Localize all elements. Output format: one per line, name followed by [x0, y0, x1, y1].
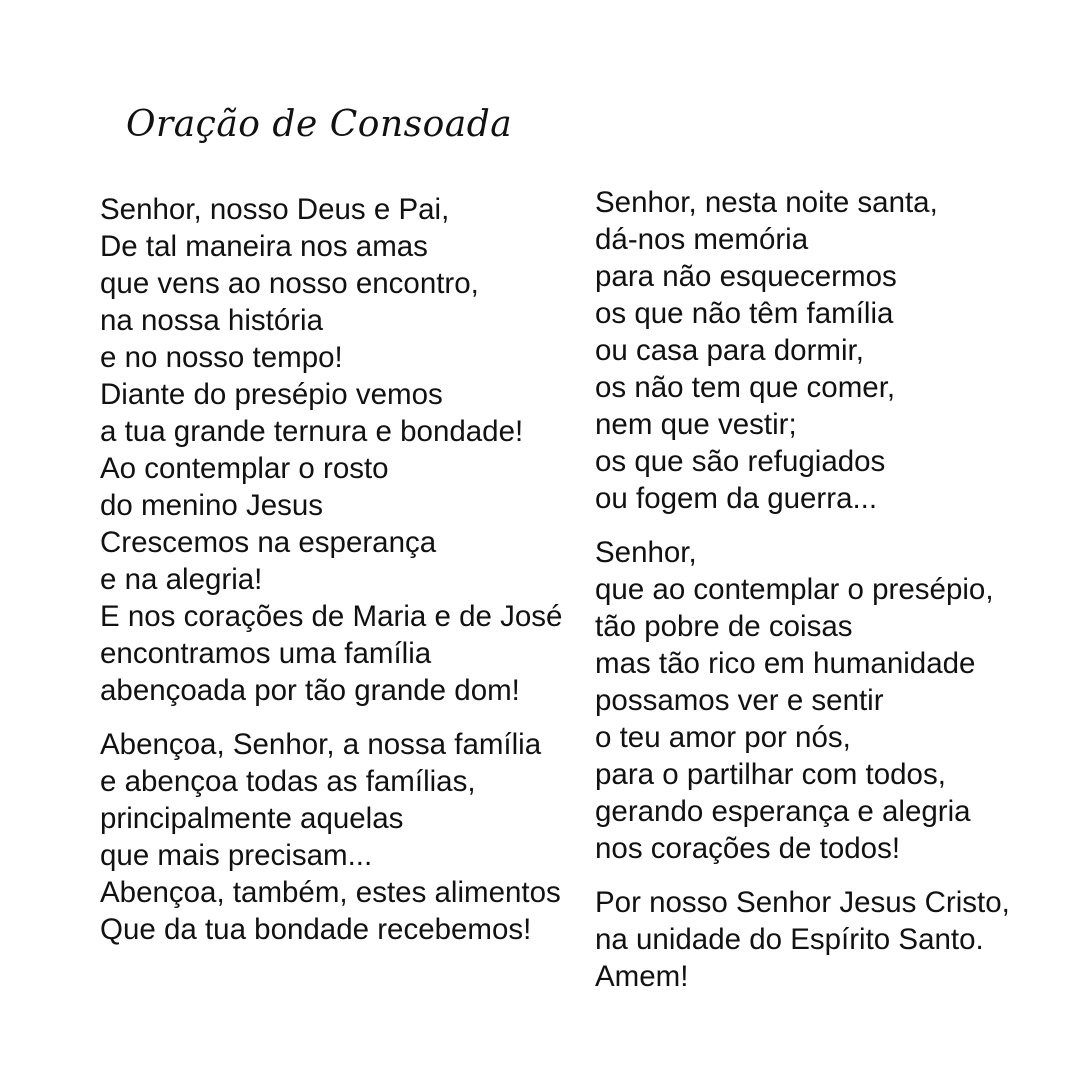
stanza [595, 884, 1010, 995]
text-line: Amem! [595, 960, 689, 993]
text-line: na unidade do Espírito Santo. [595, 923, 984, 956]
text-line: Por nosso Senhor Jesus Cristo, [595, 886, 1010, 919]
text-line: Abençoa, também, estes alimentos [100, 876, 561, 909]
text-line: mas tão rico em humanidade [595, 647, 976, 680]
text-line: Senhor, [595, 536, 697, 569]
page-title: Oração de Consoada [126, 104, 513, 145]
text-line: para não esquecermos [595, 260, 897, 293]
stanza [595, 534, 1010, 867]
text-line: tão pobre de coisas [595, 610, 853, 643]
text-line: Senhor, nosso Deus e Pai, [100, 193, 450, 226]
text-line: que vens ao nosso encontro, [100, 267, 479, 300]
right-text-column [595, 184, 1010, 995]
stanza [595, 184, 1010, 517]
stanza [100, 726, 562, 948]
text-line: do menino Jesus [100, 489, 324, 522]
text-line: que ao contemplar o presépio, [595, 573, 994, 606]
text-line: os que não têm família [595, 297, 894, 330]
text-line: a tua grande ternura e bondade! [100, 415, 524, 448]
text-line: os não tem que comer, [595, 371, 896, 404]
text-line: De tal maneira nos amas [100, 230, 428, 263]
text-line: dá-nos memória [595, 223, 809, 256]
text-line: principalmente aquelas [100, 802, 404, 835]
text-line: Senhor, nesta noite santa, [595, 186, 938, 219]
text-line: e no nosso tempo! [100, 341, 343, 374]
text-line: nem que vestir; [595, 408, 797, 441]
text-line: Ao contemplar o rosto [100, 452, 389, 485]
text-line: os que são refugiados [595, 445, 886, 478]
text-line: gerando esperança e alegria [595, 795, 971, 828]
text-line: abençoada por tão grande dom! [100, 674, 520, 707]
text-line: Diante do presépio vemos [100, 378, 443, 411]
text-line: Que da tua bondade recebemos! [100, 913, 532, 946]
text-line: que mais precisam... [100, 839, 373, 872]
text-line: E nos corações de Maria e de José [100, 600, 563, 633]
text-line: nos corações de todos! [595, 832, 901, 865]
text-line: na nossa história [100, 304, 324, 337]
text-line: ou fogem da guerra... [595, 482, 878, 515]
text-line: Crescemos na esperança [100, 526, 437, 559]
text-line: para o partilhar com todos, [595, 758, 946, 791]
text-line: encontramos uma família [100, 637, 432, 670]
stanza [100, 191, 562, 709]
text-line: possamos ver e sentir [595, 684, 884, 717]
text-line: e abençoa todas as famílias, [100, 765, 476, 798]
left-text-column [100, 191, 562, 948]
text-line: ou casa para dormir, [595, 334, 864, 367]
text-line: o teu amor por nós, [595, 721, 851, 754]
text-line: Abençoa, Senhor, a nossa família [100, 728, 542, 761]
text-line: e na alegria! [100, 563, 263, 596]
